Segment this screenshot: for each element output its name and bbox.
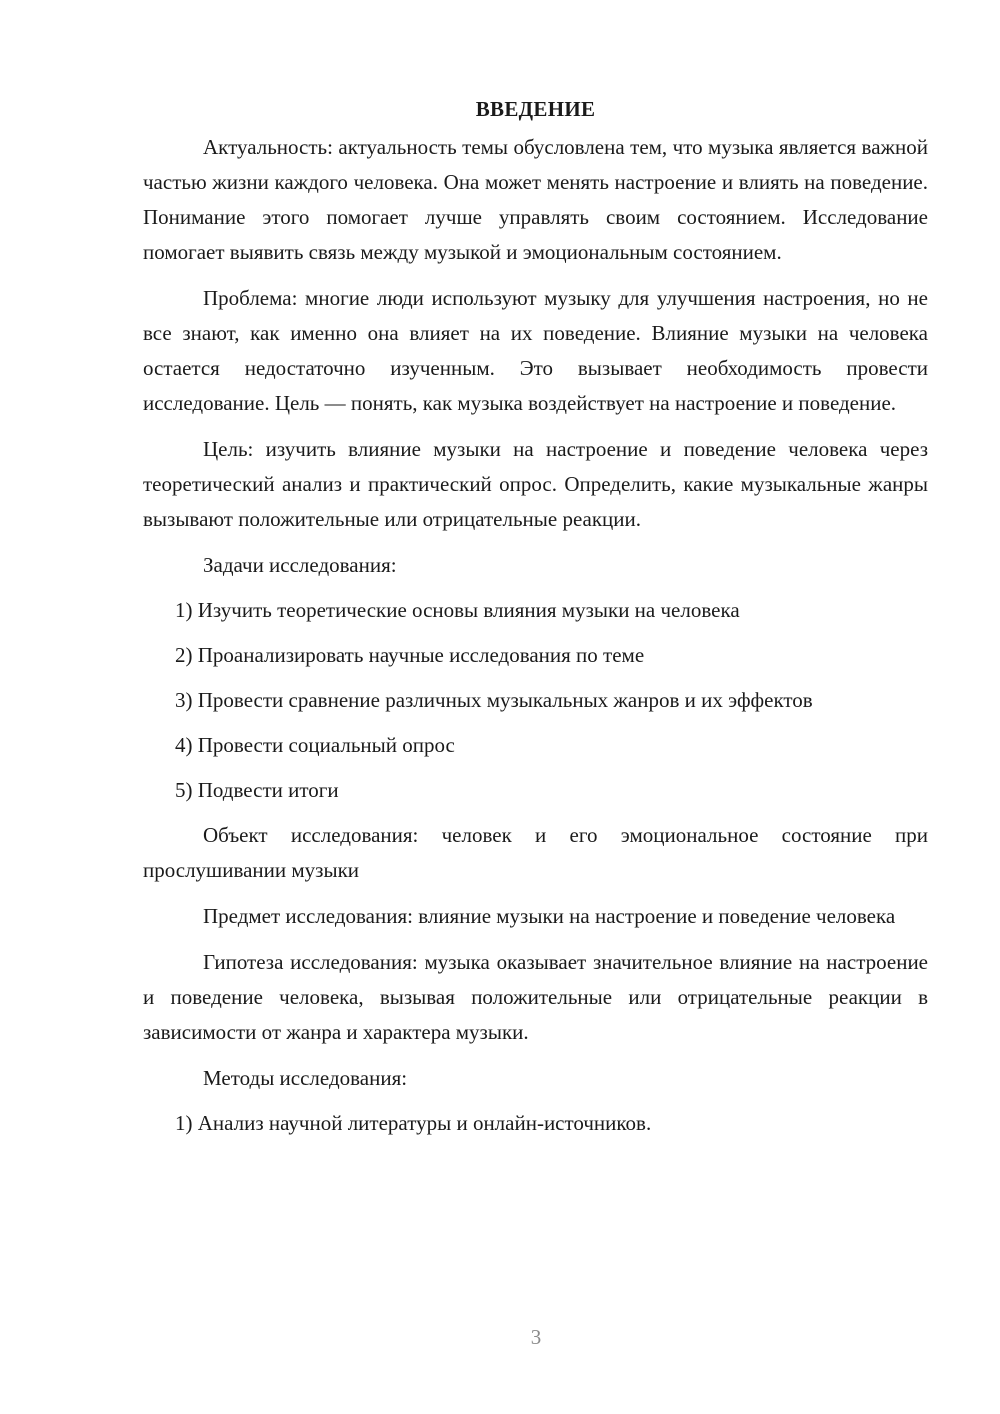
section-title: ВВЕДЕНИЕ (475, 97, 596, 121)
page-number: 3 (530, 1325, 542, 1349)
task-item: 2) Проанализировать научные исследования по теме (175, 643, 645, 667)
task-item: 3) Провести сравнение различных музыкальных жанров и их эффектов (175, 688, 813, 712)
task-item: 4) Провести социальный опрос (175, 733, 455, 757)
problem-paragraph: Проблема: многие люди используют музыку для улучшения настроения, но не все знают, как именно она влияет на их поведение. Влияние музыки на человека остается недостаточно изученным. Это вызывает необходимость провести исследование. Цель — понять, как музыка воздействует на настроение и поведение. (143, 286, 928, 415)
relevance-paragraph: Актуальность: актуальность темы обусловлена тем, что музыка является важной частью жизни каждого человека. Она может менять настроение и влиять на поведение. Понимание этого помогает лучше управлять своим состоянием. Исследование помогает выявить связь между музыкой и эмоциональным состоянием. (143, 135, 928, 264)
methods-heading: Методы исследования: (203, 1066, 408, 1090)
object-paragraph: Объект исследования: человек и его эмоциональное состояние при прослушивании музыки (143, 823, 928, 882)
page-content (143, 92, 928, 1151)
goal-paragraph: Цель: изучить влияние музыки на настроение и поведение человека через теоретический анализ и практический опрос. Определить, какие музыкальные жанры вызывают положительные или отрицательные реакции. (143, 437, 928, 531)
method-item: 1) Анализ научной литературы и онлайн-источников. (175, 1111, 652, 1135)
task-item: 1) Изучить теоретические основы влияния музыки на человека (175, 598, 740, 622)
tasks-heading: Задачи исследования: (203, 553, 397, 577)
task-item: 5) Подвести итоги (175, 778, 339, 802)
hypothesis-paragraph: Гипотеза исследования: музыка оказывает значительное влияние на настроение и поведение человека, вызывая положительные или отрицательные реакции в зависимости от жанра и характера музыки. (143, 950, 928, 1044)
subject-paragraph: Предмет исследования: влияние музыки на настроение и поведение человека (203, 904, 896, 928)
